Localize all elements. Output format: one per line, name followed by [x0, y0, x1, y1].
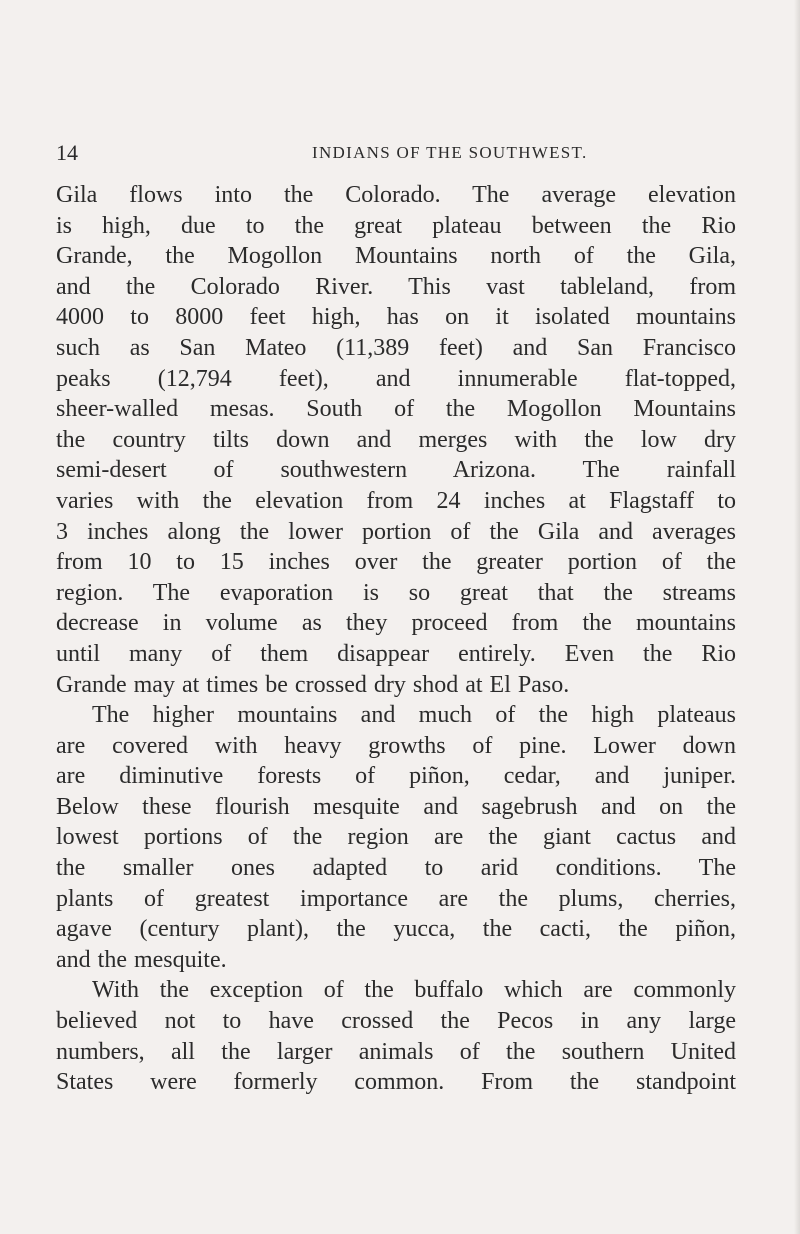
text-line: decrease in volume as they proceed from the mountains — [56, 610, 736, 637]
text-line: are covered with heavy growths of pine. Lower down — [56, 732, 736, 759]
paragraph-start-line: The higher mountains and much of the high plateaus — [92, 702, 736, 729]
paragraph-start-line: With the exception of the buffalo which are commonly — [92, 977, 736, 1004]
running-head — [56, 138, 656, 168]
text-line: varies with the elevation from 24 inches at Flagstaff to — [56, 487, 736, 514]
text-line: Below these flourish mesquite and sagebrush and on the — [56, 793, 736, 820]
text-line: and the Colorado River. This vast tableland, from — [56, 273, 736, 300]
text-line: semi-desert of southwestern Arizona. The rainfall — [56, 457, 736, 484]
text-line: peaks (12,794 feet), and innumerable flat-topped, — [56, 365, 736, 392]
text-line: is high, due to the great plateau between the Rio — [56, 212, 736, 239]
page-number: 14 — [56, 140, 78, 165]
text-line: sheer-walled mesas. South of the Mogollon Mountains — [56, 396, 736, 423]
body-text — [56, 180, 736, 1098]
text-line: States were formerly common. From the standpoint — [56, 1069, 736, 1096]
text-line: region. The evaporation is so great that the streams — [56, 579, 736, 606]
paragraph-end-line: and the mesquite. — [56, 946, 227, 973]
text-line: Grande, the Mogollon Mountains north of the Gila, — [56, 243, 736, 270]
text-line: believed not to have crossed the Pecos in any large — [56, 1008, 736, 1035]
text-line: 4000 to 8000 feet high, has on it isolated mountains — [56, 304, 736, 331]
text-line: until many of them disappear entirely. Even the Rio — [56, 640, 736, 667]
text-line: 3 inches along the lower portion of the Gila and averages — [56, 518, 736, 545]
page-edge-shadow — [794, 0, 800, 1234]
text-line: lowest portions of the region are the giant cactus and — [56, 824, 736, 851]
text-line: from 10 to 15 inches over the greater portion of the — [56, 549, 736, 576]
text-line: plants of greatest importance are the plums, cherries, — [56, 885, 736, 912]
text-line: such as San Mateo (11,389 feet) and San Francisco — [56, 334, 736, 361]
text-line: are diminutive forests of piñon, cedar, and juniper. — [56, 763, 736, 790]
paragraph-end-line: Grande may at times be crossed dry shod at El Paso. — [56, 671, 570, 698]
text-line: numbers, all the larger animals of the southern United — [56, 1038, 736, 1065]
text-line: agave (century plant), the yucca, the cacti, the piñon, — [56, 916, 736, 943]
text-line: the country tilts down and merges with the low dry — [56, 426, 736, 453]
text-line: the smaller ones adapted to arid conditions. The — [56, 855, 736, 882]
text-line: Gila flows into the Colorado. The average elevation — [56, 182, 736, 208]
running-title: INDIANS OF THE SOUTHWEST. — [312, 143, 588, 162]
